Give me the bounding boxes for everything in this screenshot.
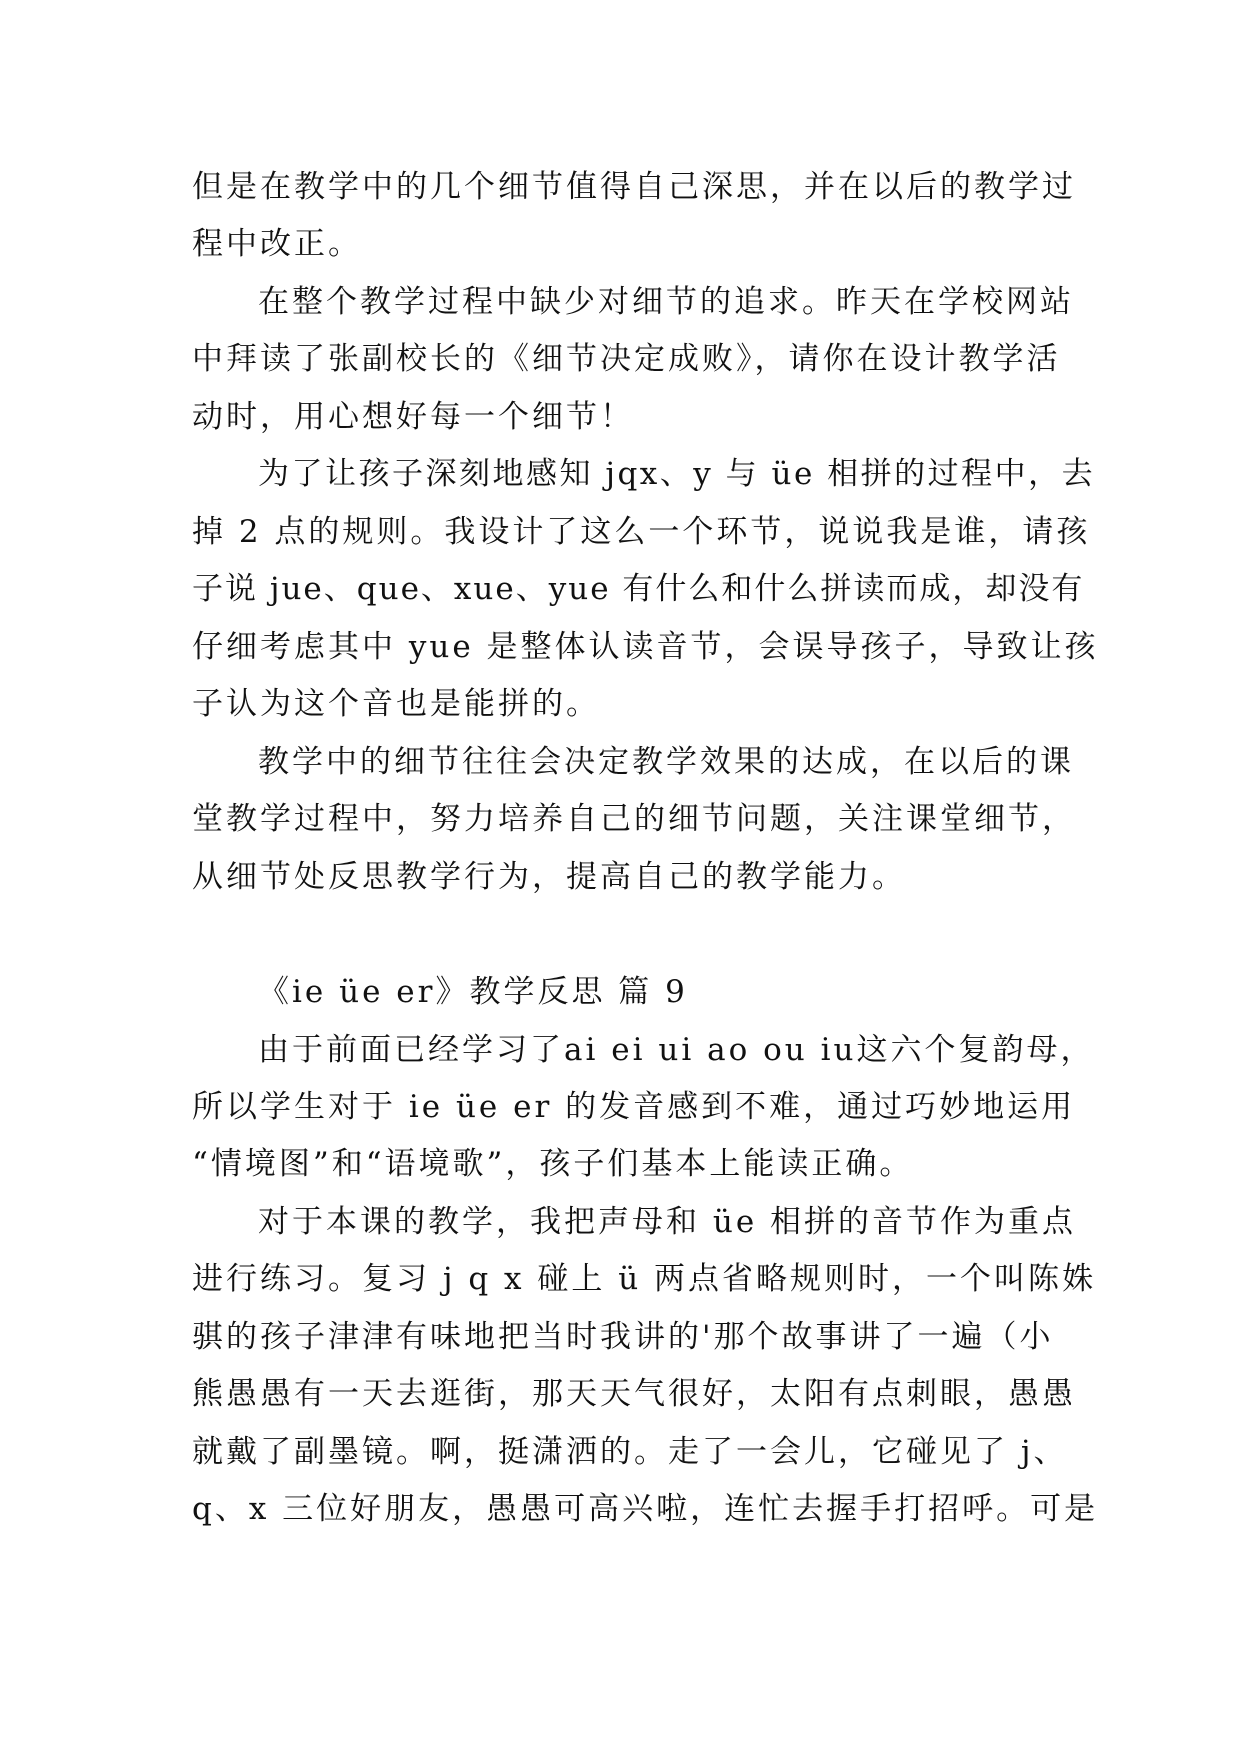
paragraph-line: 子说 jue、que、xue、yue 有什么和什么拼读而成，却没有 <box>192 571 1085 607</box>
paragraph-line: 中拜读了张副校长的《细节决定成败》，请你在设计教学活 <box>192 341 1061 377</box>
paragraph-line: 程中改正。 <box>192 226 362 262</box>
paragraph-line: “情境图”和“语境歌”，孩子们基本上能读正确。 <box>192 1146 914 1182</box>
paragraph-line: 熊愚愚有一天去逛街，那天天气很好，太阳有点刺眼，愚愚 <box>192 1376 1076 1412</box>
paragraph-line: 对于本课的教学，我把声母和 üe 相拼的音节作为重点 <box>258 1204 1077 1240</box>
paragraph-line: 动时，用心想好每一个细节！ <box>192 399 634 435</box>
paragraph-line: 为了让孩子深刻地感知 jqx、y 与 üe 相拼的过程中，去 <box>258 456 1096 492</box>
paragraph-line: 掉 2 点的规则。我设计了这么一个环节，说说我是谁，请孩 <box>192 514 1091 550</box>
paragraph-line: 骐的孩子津津有味地把当时我讲的'那个故事讲了一遍（小 <box>192 1319 1054 1355</box>
paragraph-line: 从细节处反思教学行为，提高自己的教学能力。 <box>192 859 906 895</box>
section-heading: 《ie üe er》教学反思 篇 9 <box>258 974 688 1010</box>
paragraph-line: 但是在教学中的几个细节值得自己深思，并在以后的教学过 <box>192 169 1076 205</box>
paragraph-line: 就戴了副墨镜。啊，挺潇洒的。走了一会儿，它碰见了 j、 <box>192 1434 1068 1470</box>
paragraph-line: q、x 三位好朋友，愚愚可高兴啦，连忙去握手打招呼。可是 <box>192 1491 1099 1527</box>
paragraph-line: 堂教学过程中，努力培养自己的细节问题，关注课堂细节， <box>192 801 1076 837</box>
paragraph-line: 仔细考虑其中 yue 是整体认读音节，会误导孩子，导致让孩 <box>192 629 1099 665</box>
paragraph-line: 子认为这个音也是能拼的。 <box>192 686 600 722</box>
paragraph-line: 教学中的细节往往会决定教学效果的达成，在以后的课 <box>258 744 1074 780</box>
paragraph-line: 在整个教学过程中缺少对细节的追求。昨天在学校网站 <box>258 284 1074 320</box>
paragraph-line: 由于前面已经学习了ai ei ui ao ou iu这六个复韵母， <box>258 1032 1095 1068</box>
paragraph-line: 进行练习。复习 j q x 碰上 ü 两点省略规则时，一个叫陈姝 <box>192 1261 1097 1297</box>
paragraph-line: 所以学生对于 ie üe er 的发音感到不难，通过巧妙地运用 <box>192 1089 1076 1125</box>
